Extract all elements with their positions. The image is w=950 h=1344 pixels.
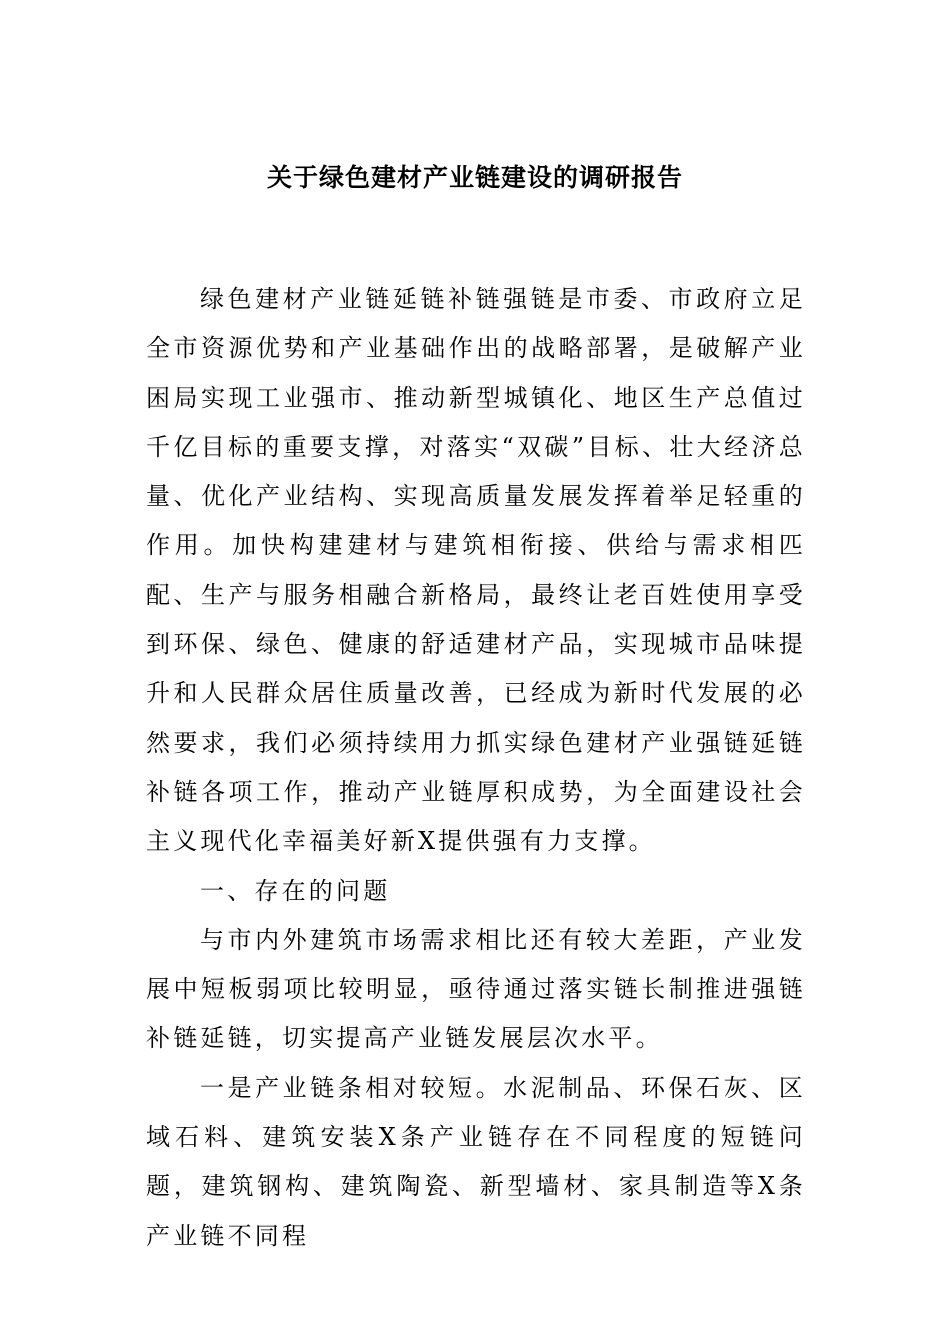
paragraph-intro: 绿色建材产业链延链补链强链是市委、市政府立足全市资源优势和产业基础作出的战略部署，是破解产业困局实现工业强市、推动新型城镇化、地区生产总值过千亿目标的重要支撑，对落实“双碳”目标、壮大经济总量、优化产业结构、实现高质量发展发挥着举足轻重的作用。加快构建建材与建筑相衔接、供给与需求相匹配、生产与服务相融合新格局，最终让老百姓使用享受到环保、绿色、健康的舒适建材产品，实现城市品味提升和人民群众居住质量改善，已经成为新时代发展的必然要求，我们必须持续用力抓实绿色建材产业强链延链补链各项工作，推动产业链厚积成势，为全面建设社会主义现代化幸福美好新X提供强有力支撑。 [146, 285, 806, 856]
paragraph-problem-one: 一是产业链条相对较短。水泥制品、环保石灰、区域石料、建筑安装X条产业链存在不同程度的短链问题，建筑钢构、建筑陶瓷、新型墙材、家具制造等X条产业链不同程 [146, 1073, 806, 1250]
paragraph-problems-summary: 与市内外建筑市场需求相比还有较大差距，产业发展中短板弱项比较明显，亟待通过落实链长制推进强链补链延链，切实提高产业链发展层次水平。 [146, 925, 806, 1053]
document-title: 关于绿色建材产业链建设的调研报告 [266, 163, 683, 192]
section-heading-problems: 一、存在的问题 [200, 876, 391, 905]
document-body [146, 275, 806, 1261]
